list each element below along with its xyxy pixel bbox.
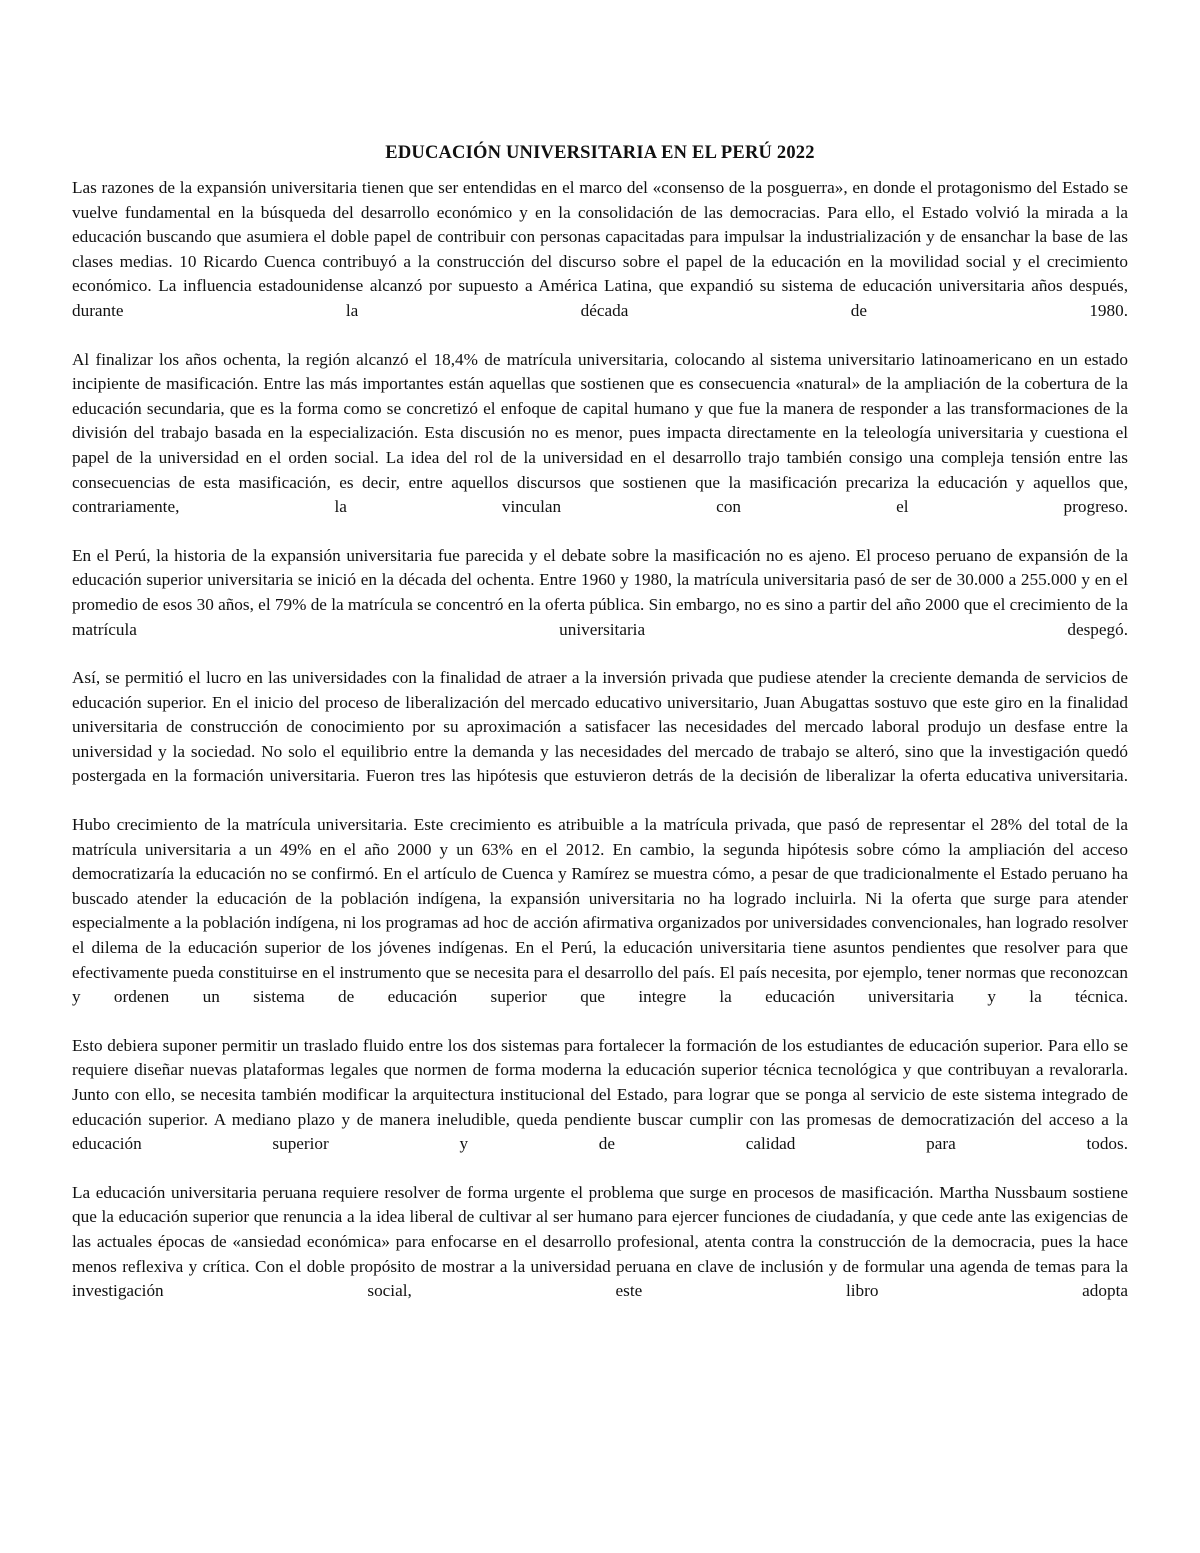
paragraph-1: Las razones de la expansión universitaria tienen que ser entendidas en el marco del «consenso de la posguerra», en donde el protagonismo del Estado se vuelve fundamental en la búsqueda del desarrollo económico y en la consolidación de las democracias. Para ello, el Estado volvió la mirada a la educación buscando que asumiera el doble papel de contribuir con personas capacitadas para impulsar la industrialización y de ensanchar la base de las clases medias. 10 Ricardo Cuenca contribuyó a la construcción del discurso sobre el papel de la educación en la movilidad social y el crecimiento económico. La influencia estadounidense alcanzó por supuesto a América Latina, que expandió su sistema de educación universitaria años después, durante la década de 1980. <box>72 178 1128 320</box>
paragraph-3: En el Perú, la historia de la expansión universitaria fue parecida y el debate sobre la masificación no es ajeno. El proceso peruano de expansión de la educación superior universitaria se inició en la década del ochenta. Entre 1960 y 1980, la matrícula universitaria pasó de ser de 30.000 a 255.000 y en el promedio de esos 30 años, el 79% de la matrícula se concentró en la oferta pública. Sin embargo, no es sino a partir del año 2000 que el crecimiento de la matrícula universitaria despegó. <box>72 545 1128 639</box>
paragraph-5: Hubo crecimiento de la matrícula universitaria. Este crecimiento es atribuible a la matrícula privada, que pasó de representar el 28% del total de la matrícula universitaria a un 49% en el año 2000 y un 63% en el 2012. En cambio, la segunda hipótesis sobre cómo la ampliación del acceso democratizaría la educación no se confirmó. En el artículo de Cuenca y Ramírez se muestra cómo, a pesar de que tradicionalmente el Estado peruano ha buscado atender la educación de la población indígena, la expansión universitaria no ha logrado incluirla. Ni la oferta que surge para atender especialmente a la población indígena, ni los programas ad hoc de acción afirmativa organizados por universidades convencionales, han logrado resolver el dilema de la educación superior de los jóvenes indígenas. En el Perú, la educación universitaria tiene asuntos pendientes que resolver para que efectivamente pueda constituirse en el instrumento que se necesita para el desarrollo del país. El país necesita, por ejemplo, tener normas que reconozcan y ordenen un sistema de educación superior que integre la educación universitaria y la técnica. <box>72 815 1128 1007</box>
document-page <box>72 140 1128 1328</box>
paragraph-7: La educación universitaria peruana requiere resolver de forma urgente el problema que surge en procesos de masificación. Martha Nussbaum sostiene que la educación superior que renuncia a la idea liberal de cultivar al ser humano para ejercer funciones de ciudadanía, y que cede ante las exigencias de las actuales épocas de «ansiedad económica» para enfocarse en el desarrollo profesional, atenta contra la construcción de la democracia, pues la hace menos reflexiva y crítica. Con el doble propósito de mostrar a la universidad peruana en clave de inclusión y de formular una agenda de temas para la investigación social, este libro adopta <box>72 1182 1128 1301</box>
paragraph-2: Al finalizar los años ochenta, la región alcanzó el 18,4% de matrícula universitaria, colocando al sistema universitario latinoamericano en un estado incipiente de masificación. Entre las más importantes están aquellas que sostienen que es consecuencia «natural» de la ampliación de la cobertura de la educación secundaria, que es la forma como se concretizó el enfoque de capital humano y que fue la manera de responder a las transformaciones de la división del trabajo basada en la especialización. Esta discusión no es menor, pues impacta directamente en la teleología universitaria y cuestiona el papel de la universidad en el orden social. La idea del rol de la universidad en el desarrollo trajo también consigo una compleja tensión entre las consecuencias de esta masificación, es decir, entre aquellos discursos que sostienen que la masificación precariza la educación y aquellos que, contrariamente, la vinculan con el progreso. <box>72 349 1128 517</box>
paragraph-6: Esto debiera suponer permitir un traslado fluido entre los dos sistemas para fortalecer la formación de los estudiantes de educación superior. Para ello se requiere diseñar nuevas plataformas legales que normen de forma moderna la educación superior técnica tecnológica y que contribuyan a revalorarla. Junto con ello, se necesita también modificar la arquitectura institucional del Estado, para lograr que se ponga al servicio de este sistema integrado de educación superior. A mediano plazo y de manera ineludible, queda pendiente buscar cumplir con las promesas de democratización del acceso a la educación superior y de calidad para todos. <box>72 1035 1128 1154</box>
paragraph-4: Así, se permitió el lucro en las universidades con la finalidad de atraer a la inversión privada que pudiese atender la creciente demanda de servicios de educación superior. En el inicio del proceso de liberalización del mercado educativo universitario, Juan Abugattas sostuvo que este giro en la finalidad universitaria de construcción de conocimiento por su aproximación a satisfacer las necesidades del mercado laboral produjo un desfase entre la universidad y la sociedad. No solo el equilibrio entre la demanda y las necesidades del mercado de trabajo se alteró, sino que la investigación quedó postergada en la formación universitaria. Fueron tres las hipótesis que estuvieron detrás de la decisión de liberalizar la oferta educativa universitaria. <box>72 668 1128 786</box>
document-title: EDUCACIÓN UNIVERSITARIA EN EL PERÚ 2022 <box>385 143 815 163</box>
